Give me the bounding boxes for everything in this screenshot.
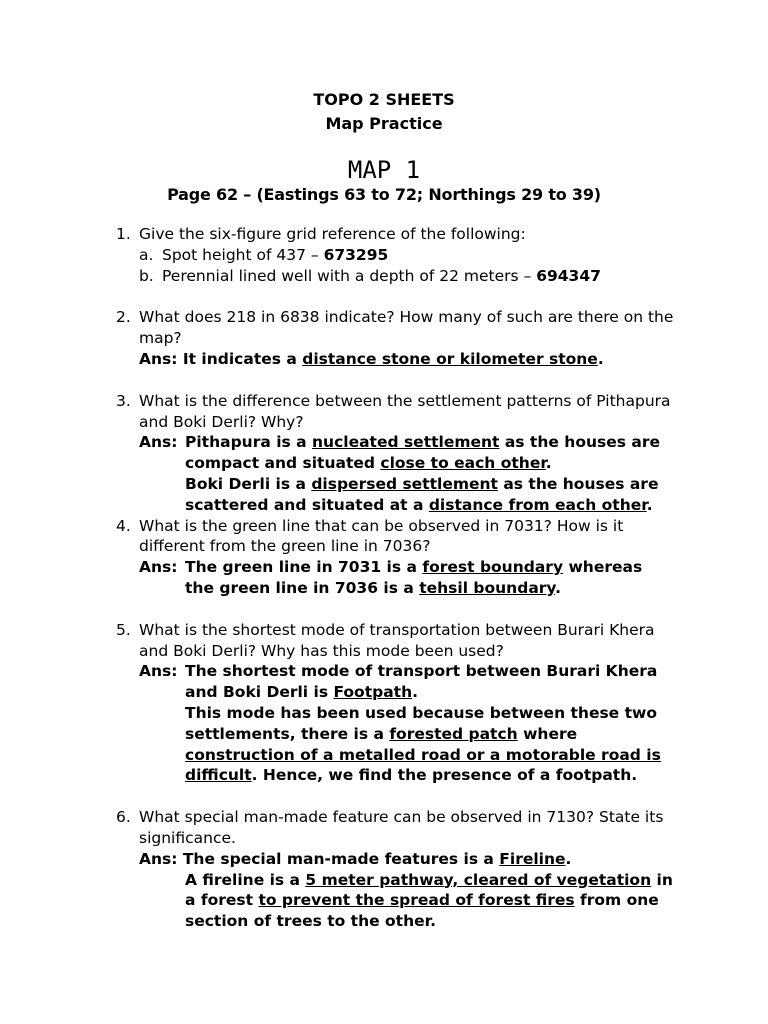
answer (139, 661, 676, 786)
sub-text: Spot height of 437 – (162, 245, 324, 264)
question-number: 4. (116, 516, 131, 535)
answer-value: 673295 (323, 245, 389, 264)
answer-keyword: Fireline (499, 849, 566, 868)
question-list (116, 224, 676, 932)
answer-label: Ans: (139, 558, 178, 577)
sub-text: Perennial lined well with a depth of 22 meters – (162, 266, 537, 285)
document-title: TOPO 2 SHEETS (313, 90, 455, 109)
sub-label: a. (139, 245, 154, 264)
sub-label: b. (139, 266, 154, 285)
answer-line: Pithapura is a nucleated settlement as the houses are compact and situated close to each other. (185, 433, 660, 473)
question-4 (116, 516, 676, 599)
answer (139, 557, 676, 599)
question-text: Give the six-figure grid reference of the following: (139, 225, 526, 243)
answer-keyword: distance stone or kilometer stone (302, 349, 598, 368)
answer-line: The green line in 7031 is a forest boundary whereas the green line in 7036 is a tehsil boundary. (185, 558, 643, 597)
answer-line: A fireline is a 5 meter pathway, cleared of vegetation in a forest to prevent the spread of forest fires from one section of trees to the other. (185, 870, 673, 931)
question-text: What is the green line that can be observed in 7031? How is it different from the green line in 7036? (139, 516, 624, 556)
question-number: 2. (116, 308, 131, 327)
question-text: What does 218 in 6838 indicate? How many of such are there on the map? (139, 308, 674, 348)
sub-question-b (139, 266, 676, 287)
answer-label: Ans: (139, 433, 178, 452)
answer-label: Ans: (139, 662, 178, 681)
question-number: 5. (116, 620, 131, 639)
question-text: What is the difference between the settlement patterns of Pithapura and Boki Derli? Why? (139, 391, 671, 431)
page-reference: Page 62 – (Eastings 63 to 72; Northings 29 to 39) (167, 185, 601, 204)
answer-line: The shortest mode of transport between Burari Khera and Boki Derli is Footpath. (185, 662, 658, 702)
answer: Ans: The special man-made features is a Fireline. (139, 849, 572, 868)
question-3 (116, 391, 676, 516)
question-2 (116, 307, 676, 369)
question-6 (116, 807, 676, 932)
question-5 (116, 620, 676, 786)
answer: Ans: It indicates a distance stone or kilometer stone. (139, 349, 604, 368)
question-text: What special man-made feature can be observed in 7130? State its significance. (139, 808, 664, 847)
question-text: What is the shortest mode of transportation between Burari Khera and Boki Derli? Why has this mode been used? (139, 620, 655, 660)
document-subtitle: Map Practice (325, 114, 443, 133)
question-1 (116, 224, 676, 286)
answer-value: 694347 (536, 266, 601, 285)
map-heading: MAP 1 (347, 156, 421, 184)
question-number: 3. (116, 391, 131, 410)
question-number: 1. (116, 225, 131, 243)
answer-line: This mode has been used because between these two settlements, there is a forested patch where construction of a metalled road or a motorable road is difficult. Hence, we find the presence of a footpath. (185, 703, 661, 785)
question-number: 6. (116, 808, 131, 827)
answer-line: Boki Derli is a dispersed settlement as the houses are scattered and situated at a distance from each other. (185, 474, 659, 514)
answer (139, 432, 676, 515)
sub-question-a (139, 245, 676, 266)
